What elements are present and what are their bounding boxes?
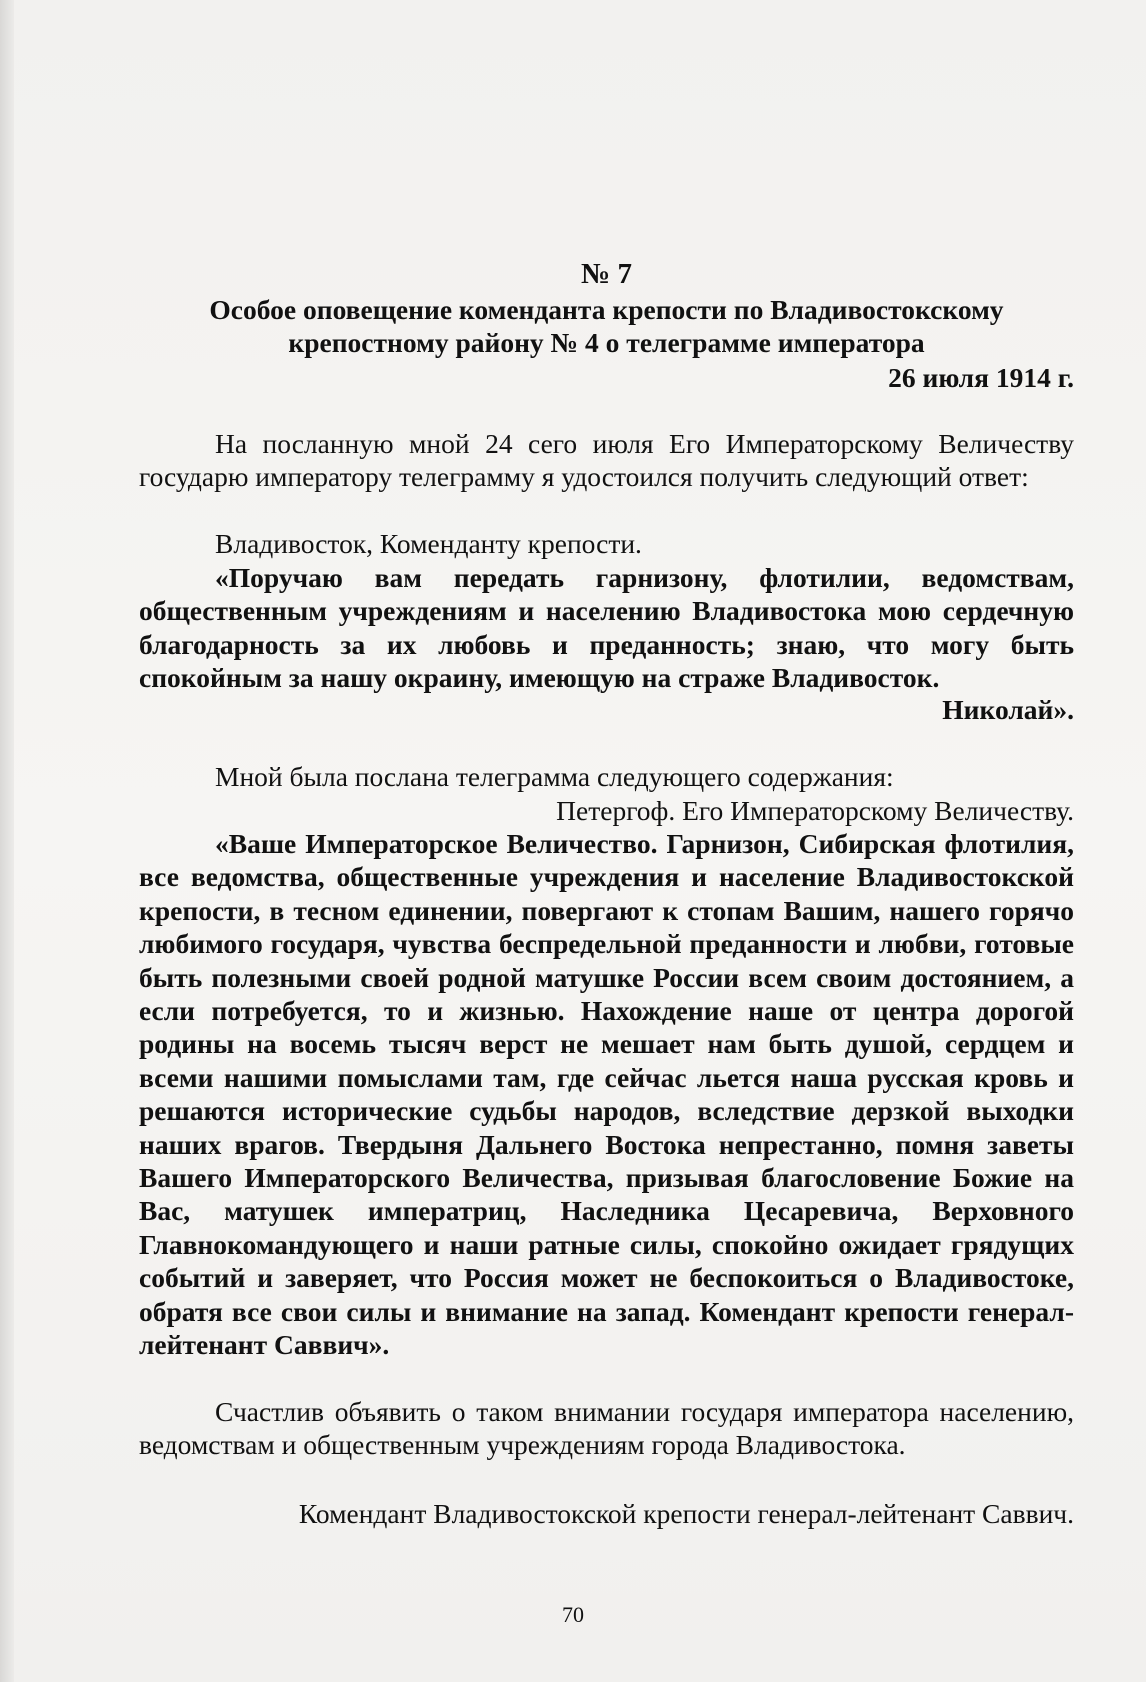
page-number: 70 <box>562 1602 584 1627</box>
document-number: № 7 <box>581 258 632 290</box>
telegram-address-sent: Петергоф. Его Императорскому Величеству. <box>556 795 1074 826</box>
telegram-address-reply: Владивосток, Коменданту крепости. <box>215 528 642 559</box>
page-edge-shadow <box>0 0 14 1682</box>
document-date: 26 июля 1914 г. <box>888 362 1074 393</box>
final-signature: Комендант Владивостокской крепости генерал-лейтенант Саввич. <box>298 1498 1074 1529</box>
paragraph-intro: На посланную мной 24 сего июля Его Императорскому Величеству государю императору телеграмму я удостоился получить следующий ответ: <box>139 428 1074 493</box>
emperor-reply-quote: «Поручаю вам передать гарнизону, флотилии, ведомствам, общественным учреждениям и населению Владивостока мою сердечную благодарность за их любовь и преданность; знаю, что могу быть спокойным за нашу окраину, имеющую на страже Владивосток. <box>139 562 1074 694</box>
document-title-line-2: крепостному району № 4 о телеграмме императора <box>288 327 925 359</box>
document-title-line-1: Особое оповещение коменданта крепости по Владивостокскому <box>209 294 1004 325</box>
document-title <box>139 293 1074 360</box>
emperor-signature: Николай». <box>942 694 1074 725</box>
paragraph-sent-telegram: Мной была послана телеграмма следующего содержания: <box>215 761 894 792</box>
commandant-telegram-quote: «Ваше Императорское Величество. Гарнизон, Сибирская флотилия, все ведомства, общественные учреждения и население Владивостокской крепости, в тесном единении, повергают к стопам Вашим, нашего горячо любимого государя, чувства беспредельной преданности и любви, готовые быть полезными своей родной матушке России всем своим достоянием, а если потребуется, то и жизнью. Нахождение наше от центра дорогой родины на восемь тысяч верст не мешает нам быть душой, сердцем и всеми нашими помыслами там, где сейчас льется наша русская кровь и решаются исторические судьбы народов, вследствие дерзкой выходки наших врагов. Твердыня Дальнего Востока непрестанно, помня заветы Вашего Императорского Величества, призывая благословение Божие на Вас, матушек императриц, Наследника Цесаревича, Верховного Главнокомандующего и наши ратные силы, спокойно ожидает грядущих событий и заверяет, что Россия может не беспокоиться о Владивостоке, обратя все свои силы и внимание на запад. Комендант крепости генерал-лейтенант Саввич». <box>139 828 1074 1361</box>
paragraph-announcement: Счастлив объявить о таком внимании государя императора населению, ведомствам и общественным учреждениям города Владивостока. <box>139 1396 1074 1461</box>
